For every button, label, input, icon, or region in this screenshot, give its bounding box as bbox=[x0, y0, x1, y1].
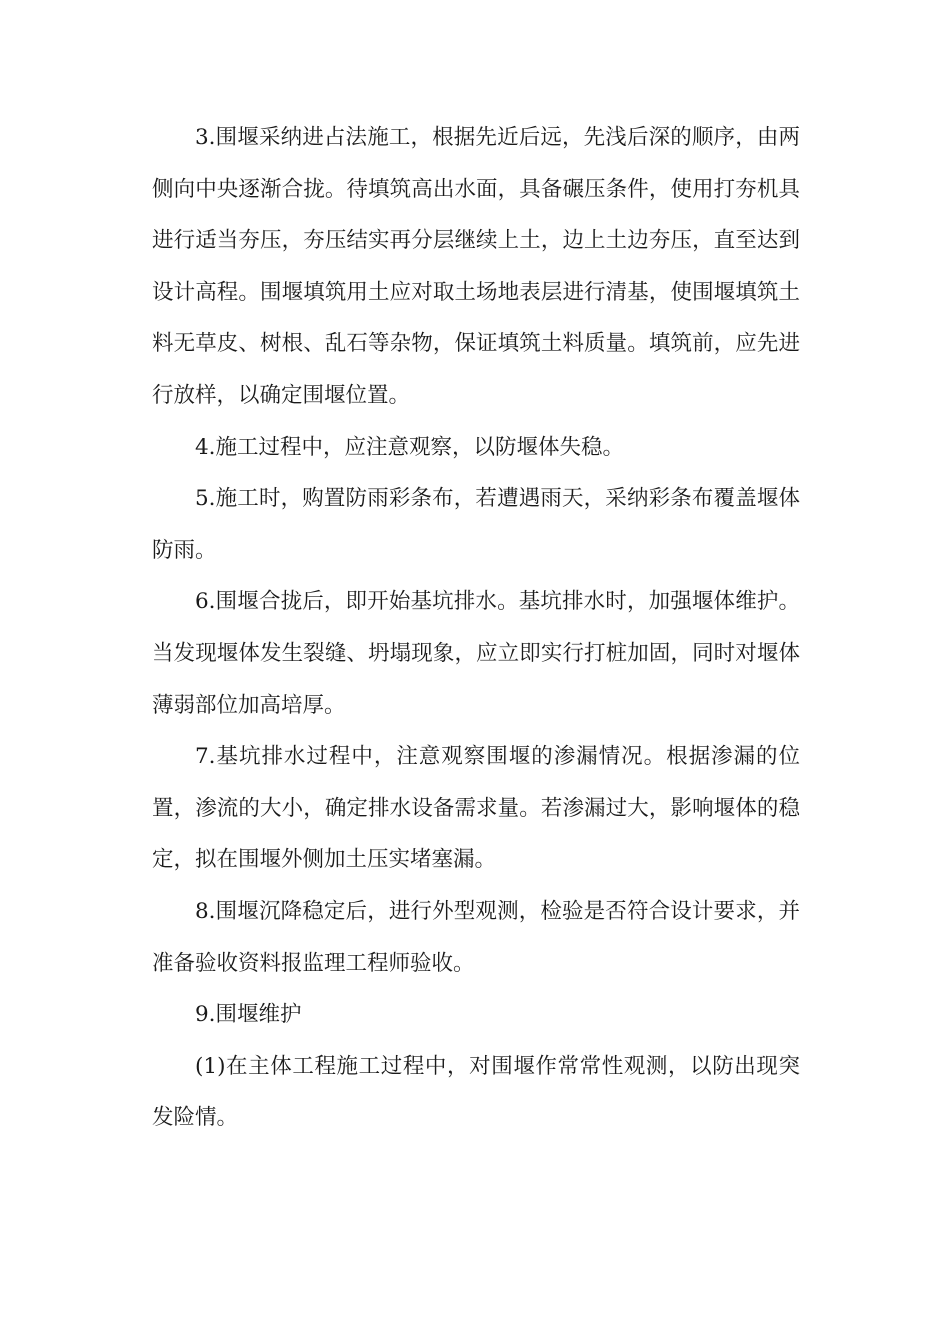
paragraph-7: 7.基坑排水过程中，注意观察围堰的渗漏情况。根据渗漏的位置，渗流的大小，确定排水设备需求量。若渗漏过大，影响堰体的稳定，拟在围堰外侧加土压实堵塞漏。 bbox=[152, 744, 800, 873]
paragraph-4: 4.施工过程中，应注意观察，以防堰体失稳。 bbox=[195, 434, 625, 460]
paragraph-3: 3.围堰采纳进占法施工，根据先近后远，先浅后深的顺序，由两侧向中央逐渐合拢。待填筑高出水面，具备碾压条件，使用打夯机具进行适当夯压，夯压结实再分层继续上土，边上土边夯压，直至达到设计高程。围堰填筑用土应对取土场地表层进行清基，使围堰填筑土料无草皮、树根、乱石等杂物，保证填筑土料质量。填筑前，应先进行放样，以确定围堰位置。 bbox=[152, 125, 800, 408]
paragraph-5: 5.施工时，购置防雨彩条布，若遭遇雨天，采纳彩条布覆盖堰体防雨。 bbox=[152, 486, 800, 563]
document-body bbox=[152, 112, 800, 1144]
paragraph-6: 6.围堰合拢后，即开始基坑排水。基坑排水时，加强堰体维护。当发现堰体发生裂缝、坍塌现象，应立即实行打桩加固，同时对堰体薄弱部位加高培厚。 bbox=[152, 589, 800, 718]
paragraph-8: 8.围堰沉降稳定后，进行外型观测，检验是否符合设计要求，并准备验收资料报监理工程师验收。 bbox=[152, 898, 800, 976]
paragraph-9-1: (1)在主体工程施工过程中，对围堰作常常性观测，以防出现突发险情。 bbox=[152, 1053, 800, 1131]
paragraph-9-heading: 9.围堰维护 bbox=[195, 1002, 302, 1028]
